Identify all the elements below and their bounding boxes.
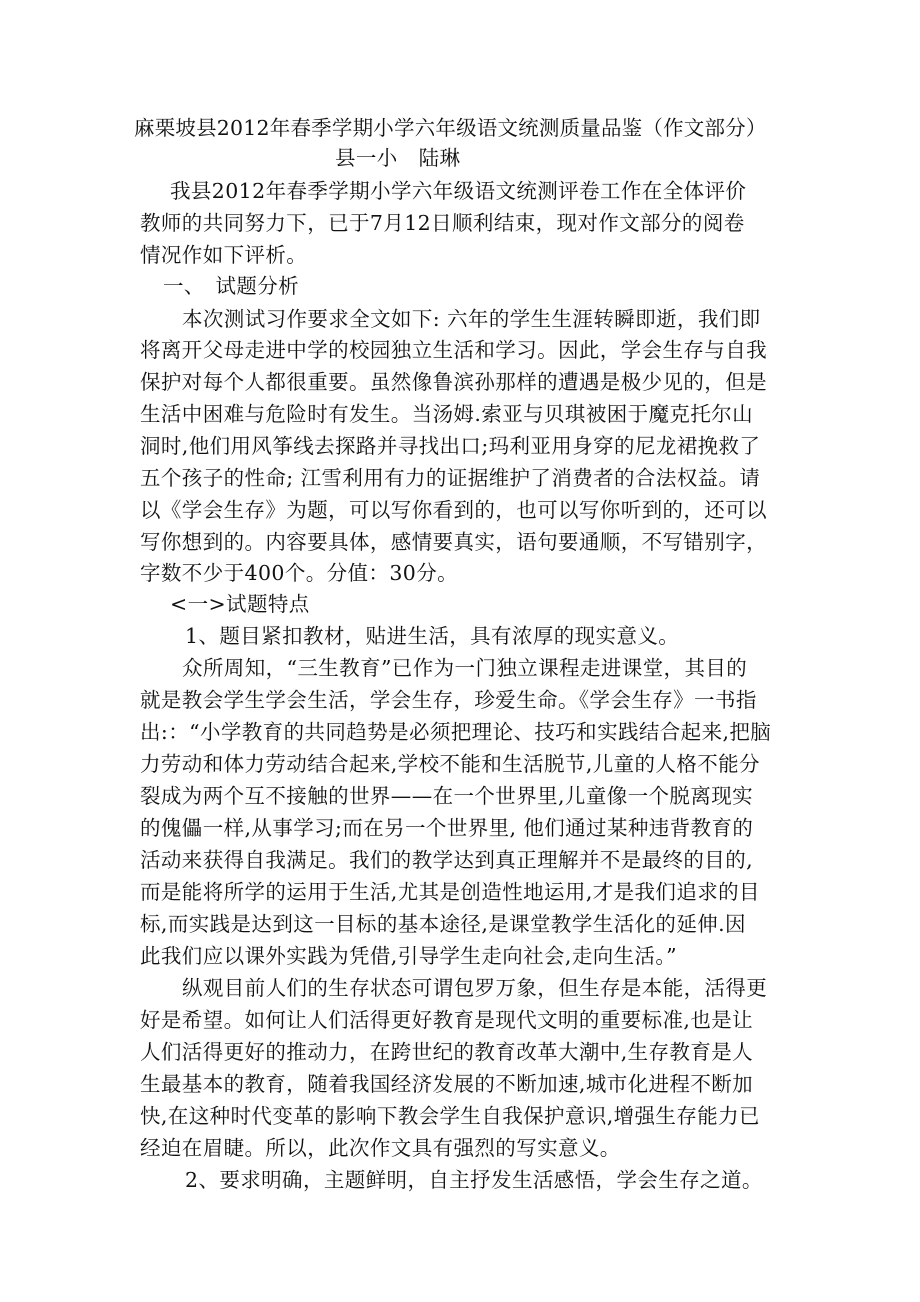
paragraph-line: 力劳动和体力劳动结合起来,学校不能和生活脱节,儿童的人格不能分: [140, 752, 760, 776]
paragraph-line: 就是教会学生学会生活，学会生存，珍爱生命。《学会生存》一书指: [140, 688, 757, 712]
paragraph-line: 好是希望。如何让人们活得更好教育是现代文明的重要标准,也是让: [140, 1008, 754, 1032]
paragraph-line: 快,在这种时代变革的影响下教会学生自我保护意识,增强生存能力已: [140, 1104, 760, 1128]
paragraph-line: 2、要求明确，主题鲜明，自主抒发生活感悟，学会生存之道。: [185, 1168, 763, 1192]
paragraph-line: 标,而实践是达到这一目标的基本途径,是课堂教学生活化的延伸.因: [140, 912, 746, 936]
paragraph-line: 字数不少于400个。分值：30分。: [140, 561, 459, 585]
paragraph-line: 经迫在眉睫。所以，此次作文具有强烈的写实意义。: [140, 1136, 621, 1160]
paragraph-line: 出:：“小学教育的共同趋势是必须把理论、技巧和实践结合起来,把脑: [140, 720, 772, 744]
paragraph-line: 1、题目紧扣教材，贴进生活，具有浓厚的现实意义。: [185, 624, 680, 648]
paragraph-line: 纵观目前人们的生存状态可谓包罗万象，但生存是本能，活得更: [182, 976, 768, 1000]
paragraph-line: 而是能将所学的运用于生活,尤其是创造性地运用,才是我们追求的目: [140, 880, 760, 904]
paragraph-line: 人们活得更好的推动力，在跨世纪的教育改革大潮中,生存教育是人: [140, 1040, 754, 1064]
paragraph-line: 保护对每个人都很重要。虽然像鲁滨孙那样的遭遇是极少见的，但是: [140, 370, 767, 394]
paragraph-line: 本次测试习作要求全文如下: 六年的学生生涯转瞬即逝，我们即: [182, 307, 761, 331]
section-heading: 一、 试题分析: [163, 274, 300, 298]
paragraph-line: 五个孩子的性命; 江雪利用有力的证据维护了消费者的合法权益。请: [140, 466, 761, 490]
paragraph-line: 洞时,他们用风筝线去探路并寻找出口;玛利亚用身穿的尼龙裙挽救了: [140, 434, 761, 458]
subsection-heading: <一>试题特点: [170, 592, 310, 616]
paragraph-line: 众所周知，“三生教育”已作为一门独立课程走进课堂，其目的: [182, 656, 748, 680]
paragraph-line: 教师的共同努力下，已于7月12日顺利结束，现对作文部分的阅卷: [140, 211, 745, 235]
paragraph-line: 此我们应以课外实践为凭借,引导学生走向社会,走向生活。”: [140, 944, 677, 968]
paragraph-line: 裂成为两个互不接触的世界——在一个世界里,儿童像一个脱离现实: [140, 784, 754, 808]
paragraph-line: 以《学会生存》为题，可以写你看到的，也可以写你听到的，还可以: [140, 498, 767, 522]
paragraph-line: 写你想到的。内容要具体，感情要真实，语句要通顺，不写错别字，: [140, 530, 767, 554]
author-line: 县一小 陆琳: [335, 146, 461, 170]
paragraph-line: 生最基本的教育，随着我国经济发展的不断加速,城市化进程不断加: [140, 1072, 754, 1096]
paragraph-line: 活动来获得自我满足。我们的教学达到真正理解并不是最终的目的,: [140, 848, 754, 872]
paragraph-line: 将离开父母走进中学的校园独立生活和学习。因此，学会生存与自我: [140, 338, 767, 362]
paragraph-line: 情况作如下评析。: [140, 243, 308, 267]
document-title: 麻栗坡县2012年春季学期小学六年级语文统测质量品鉴（作文部分）: [134, 116, 767, 140]
paragraph-line: 生活中困难与危险时有发生。当汤姆.索亚与贝琪被困于魔克托尔山: [140, 402, 754, 426]
paragraph-line: 的傀儡一样,从事学习;而在另一个世界里, 他们通过某种违背教育的: [140, 816, 754, 840]
paragraph-line: 我县2012年春季学期小学六年级语文统测评卷工作在全体评价: [170, 179, 747, 203]
